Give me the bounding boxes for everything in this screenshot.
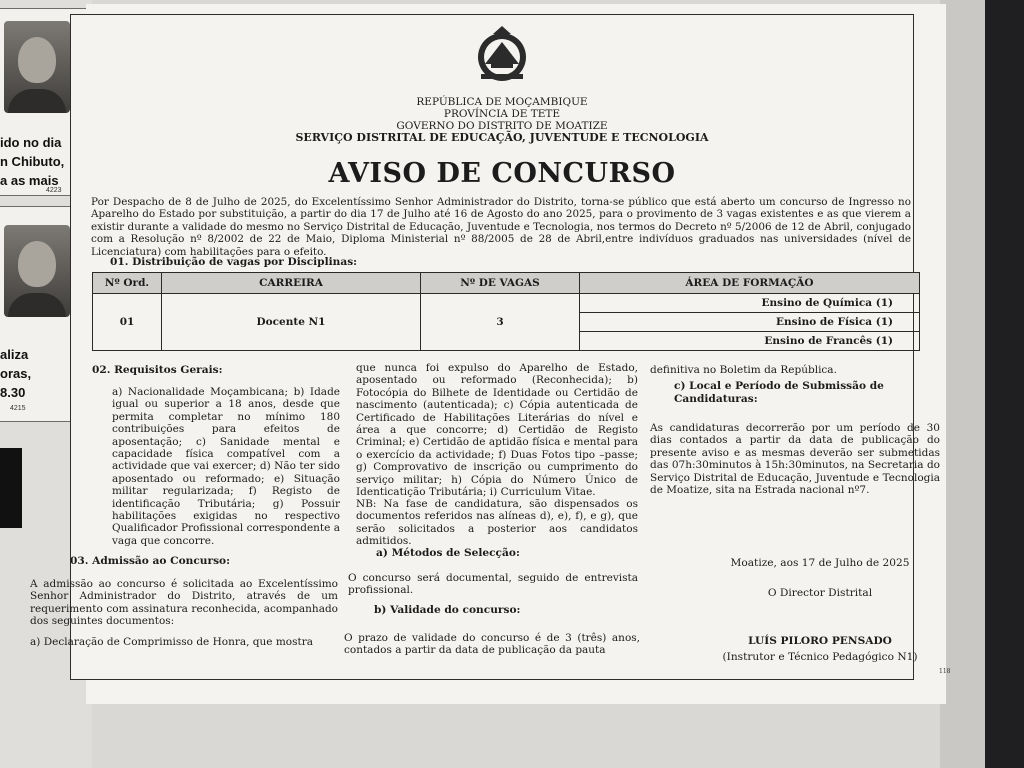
coat-of-arms-icon — [471, 24, 533, 86]
header-country: REPÚBLICA DE MOÇAMBIQUE — [416, 96, 588, 108]
cell-vagas: 3 — [421, 294, 580, 351]
nb-text: NB: Na fase de candidatura, são dispensados os documentos referidos nas alíneas d), e), f), e g), que serão solicitados a posterior aos candidatos admitidos. — [356, 498, 638, 548]
documents-text: que nunca foi expulso do Aparelho de Estado, aposentado ou reformado (Reconhecida); b) Fotocópia do Bilhete de Identidade ou Certidão de nascimento (autenticada); c) Cópia autenticada de Certificado de Habilitações Literárias do nível e área a que concorre; d) Certidão de Registo Criminal; e) Certidão de aptidão física e mental para o exercício da actividade; f) Duas Fotos tipo –passe; g) Comprovativo de inscrição ou cumprimento do serviço militar; h) Cópia do Número Único de Identicatição Tributária; i) Curriculum Vitae. — [356, 362, 638, 499]
signature-date: Moatize, aos 17 de Julho de 2025 — [730, 557, 910, 569]
black-block — [0, 448, 22, 528]
validity-title: b) Validade do concurso: — [374, 604, 521, 616]
strip-line: n Chibuto, — [0, 154, 65, 169]
col-header-area: ÁREA DE FORMAÇÃO — [580, 273, 920, 294]
validity-text: O prazo de validade do concurso é de 3 (três) anos, contados a partir da data de publicação da pauta — [344, 632, 640, 657]
strip-line: 8.30 — [0, 385, 26, 400]
portrait-photo — [4, 225, 70, 317]
submission-text: As candidaturas decorrerão por um período de 30 dias contados a partir da data de publicação do presente aviso e as mesmas deverão ser submetidas das 07h:30minutos à 15h:30minutos, na Secretaria do Serviço Distrital de Educação, Juventude e Tecnologia de Moatize, sita na Estrada nacional nº7. — [650, 422, 940, 497]
section-03-title: 03. Admissão ao Concurso: — [70, 555, 231, 567]
cell-ord: 01 — [93, 294, 162, 351]
col-header-ord: Nº Ord. — [93, 273, 162, 294]
signature-name: LUÍS PILORO PENSADO — [748, 635, 892, 647]
background-dark-edge — [985, 0, 1024, 768]
strip-number: 4223 — [46, 187, 62, 194]
col-header-vagas: Nº DE VAGAS — [421, 273, 580, 294]
portrait-photo — [4, 21, 70, 113]
page-number: 118 — [939, 668, 951, 675]
cell-area: Ensino de Física (1) — [580, 313, 920, 332]
requirements-text: a) Nacionalidade Moçambicana; b) Idade igual ou superior a 18 anos, desde que permita completar no mínimo 180 contribuições para efeitos de aposentação; c) Sanidade mental e capacidade física compatível com a actividade que vai exercer; d) Não ter sido aposentado ou reformado; e) Situação militar regularizada; f) Registo de identificação Tributária; g) Possuir habilitações exigidas no respectivo Qualificador Profissional correspondente a vaga que concorre. — [112, 386, 340, 547]
selection-methods-title: a) Métodos de Selecção: — [376, 547, 520, 559]
section-01-title: 01. Distribuição de vagas por Disciplinas: — [110, 256, 358, 268]
table-row — [93, 294, 920, 313]
page-title: AVISO DE CONCURSO — [328, 158, 676, 189]
validity-continuation: definitiva no Boletim da República. — [650, 364, 837, 376]
admission-text: A admissão ao concurso é solicitada ao Excelentíssimo Senhor Administrador do Distrito, através de um requerimento com assinatura reconhecida, acompanhado dos seguintes documentos: — [30, 578, 338, 628]
signature-position: (Instrutor e Técnico Pedagógico N1) — [722, 651, 918, 663]
strip-line: ido no dia — [0, 135, 62, 150]
signature-role: O Director Distrital — [767, 587, 873, 599]
intro-paragraph: Por Despacho de 8 de Julho de 2025, do Excelentíssimo Senhor Administrador do Distrito, torna-se público que está aberto um concurso de Ingresso no Aparelho do Estado por substituição, a partir do dia 17 de Julho até 16 de Agosto do ano 2025, para o provimento de 3 vagas existentes e as que vierem a existir durante a validade do mesmo no Serviço Distrital de Educação, Juventude e Tecnologia, nos termos do Decreto nº 5/2006 de 12 de Abril, conjugado com a Resolução nº 8/2002 de 22 de Maio, Diploma Ministerial nº 88/2005 de 28 de Abril,entre indivíduos graduados nas universidades (nível de Licenciatura) com habilitações para o efeito. — [91, 196, 911, 258]
col-header-carreira: CARREIRA — [162, 273, 421, 294]
admission-item-a: a) Declaração de Comprimisso de Honra, que mostra — [30, 636, 314, 648]
submission-title: c) Local e Período de Submissão de Candidaturas: — [674, 380, 884, 405]
strip-number: 4215 — [10, 405, 26, 412]
cell-carreira: Docente N1 — [162, 294, 421, 351]
strip-line: oras, — [0, 366, 32, 381]
header-government: GOVERNO DO DISTRITO DE MOATIZE — [396, 120, 608, 132]
header-province: PROVÍNCIA DE TETE — [443, 108, 561, 120]
header-service: SERVIÇO DISTRITAL DE EDUCAÇÃO, JUVENTUDE E TECNOLOGIA — [295, 131, 709, 144]
strip-line: aliza — [0, 347, 29, 362]
cell-area: Ensino de Francês (1) — [580, 332, 920, 351]
strip-line: a as mais — [0, 173, 59, 188]
cell-area: Ensino de Química (1) — [580, 294, 920, 313]
table-header-row — [93, 273, 920, 294]
vacancy-table — [92, 272, 920, 351]
section-02-title: 02. Requisitos Gerais: — [92, 364, 223, 376]
selection-methods-text: O concurso será documental, seguido de entrevista profissional. — [348, 572, 638, 597]
